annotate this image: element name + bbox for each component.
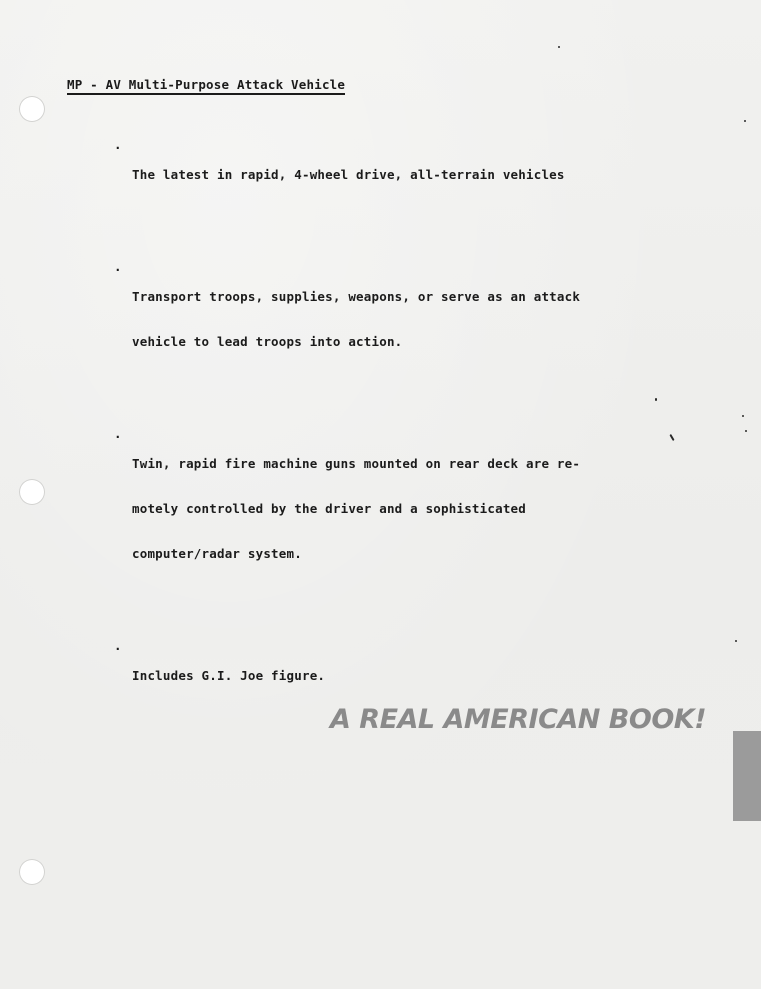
edge-tab: [733, 731, 761, 821]
binder-hole-bottom: [19, 859, 45, 885]
bullet-line: Includes G.I. Joe figure.: [132, 668, 326, 683]
bullet-text: [132, 638, 325, 713]
ink-speck: [744, 120, 746, 122]
binder-hole-top: [19, 96, 45, 122]
ink-speck: [742, 415, 744, 417]
bullet-marker: .: [114, 426, 122, 441]
bullet-line: vehicle to lead troops into action.: [132, 334, 403, 349]
bullet-line: motely controlled by the driver and a sophisticated: [132, 501, 527, 516]
bullet-text: [132, 137, 565, 212]
list-item: [114, 137, 580, 212]
binder-hole-middle: [19, 479, 45, 505]
ink-speck: [558, 46, 560, 48]
ink-speck: [655, 398, 657, 401]
list-item: [114, 638, 580, 713]
bullet-text: [132, 426, 580, 591]
bullet-line: The latest in rapid, 4-wheel drive, all-terrain vehicles: [132, 167, 565, 182]
bullet-marker: .: [114, 137, 122, 152]
watermark-stamp: A REAL AMERICAN BOOK!: [330, 704, 707, 735]
ink-speck: [669, 434, 674, 441]
bullet-line: computer/radar system.: [132, 546, 302, 561]
bullet-marker: .: [114, 638, 122, 653]
ink-speck: [735, 640, 737, 642]
document-title: MP - AV Multi-Purpose Attack Vehicle: [67, 77, 345, 95]
feature-list: [114, 107, 580, 760]
bullet-line: Twin, rapid fire machine guns mounted on rear deck are re-: [132, 456, 581, 471]
bullet-marker: .: [114, 259, 122, 274]
bullet-line: Transport troops, supplies, weapons, or serve as an attack: [132, 289, 581, 304]
ink-speck: [745, 430, 747, 432]
bullet-text: [132, 259, 580, 379]
list-item: [114, 426, 580, 591]
list-item: [114, 259, 580, 379]
